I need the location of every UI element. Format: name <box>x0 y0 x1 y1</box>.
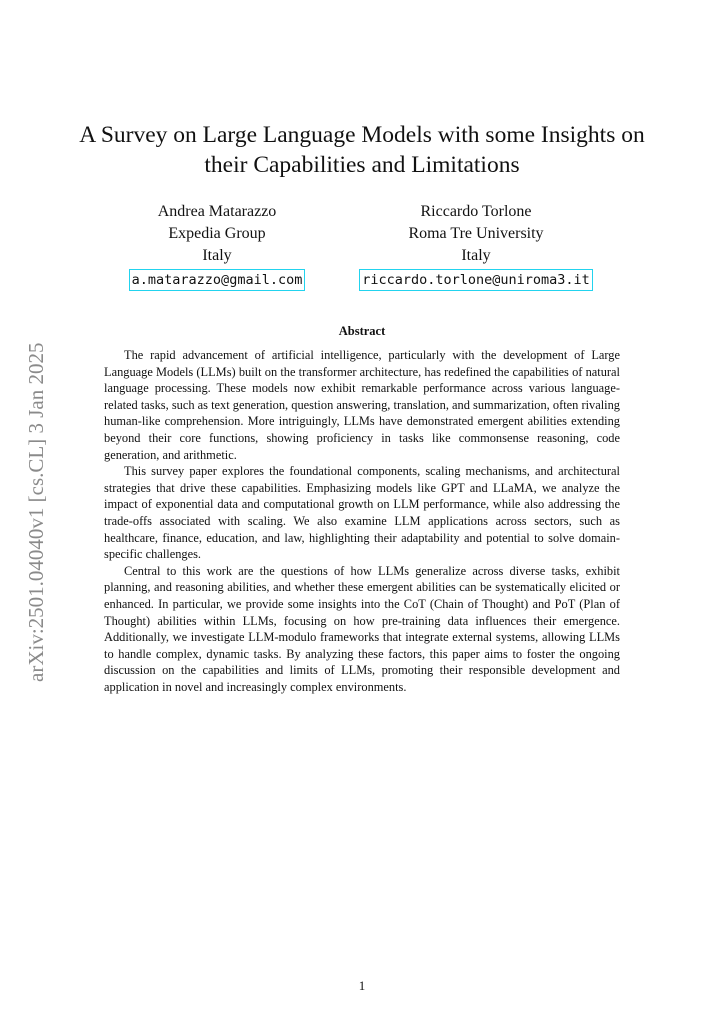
author-affiliation: Expedia Group <box>168 225 266 242</box>
author-block-matarazzo <box>114 201 320 291</box>
author-affiliation: Roma Tre University <box>408 225 544 242</box>
author-email-link[interactable]: a.matarazzo@gmail.com <box>129 269 306 291</box>
abstract-paragraph: Central to this work are the questions of how LLMs generalize across diverse tasks, exhibit planning, and reasoning abilities, and whether these emergent abilities can be systematically elicited or enhanced. In particular, we provide some insights into the CoT (Chain of Thought) and PoT (Plan of Thought) abilities within LLMs, focusing on how pre-training data influences their emergence. Additionally, we investigate LLM-modulo frameworks that integrate external systems, allowing LLMs to handle complex, dynamic tasks. By analyzing these factors, this paper aims to foster the ongoing discussion on the capabilities and limits of LLMs, promoting their responsible development and application in novel and increasingly complex environments. <box>104 563 620 694</box>
page-number: 1 <box>358 978 366 993</box>
author-country: Italy <box>202 247 232 264</box>
author-name: Andrea Matarazzo <box>157 203 277 220</box>
arxiv-identifier-stamp: arXiv:2501.04040v1 [cs.CL] 3 Jan 2025 <box>24 342 48 682</box>
abstract-paragraph: The rapid advancement of artificial intelligence, particularly with the development of Large Language Models (LLMs) built on the transformer architecture, has redefined the capabilities of natural language processing. These models now exhibit remarkable performance across various language-related tasks, such as text generation, question answering, translation, and summarization, often rivaling human-like comprehension. More intriguingly, LLMs have demonstrated emergent abilities extending beyond their core functions, showing proficiency in tasks like commonsense reasoning, code generation, and arithmetic. <box>104 348 620 462</box>
author-email-link[interactable]: riccardo.torlone@uniroma3.it <box>359 269 593 291</box>
author-name: Riccardo Torlone <box>420 203 532 220</box>
abstract-paragraph: This survey paper explores the foundational components, scaling mechanisms, and architectural strategies that drive these capabilities. Emphasizing models like GPT and LLaMA, we analyze the impact of exponential data and computational growth on LLM performance, while also addressing the trade-offs associated with scaling. We also examine LLM applications across sectors, such as healthcare, finance, education, and law, highlighting their adaptability and potential to solve domain-specific challenges. <box>104 464 620 562</box>
abstract-heading: Abstract <box>338 324 386 338</box>
paper-title: A Survey on Large Language Models with some Insights on their Capabilities and Limitations <box>79 122 645 178</box>
abstract-body <box>104 347 620 695</box>
author-country: Italy <box>461 247 491 264</box>
author-block-torlone <box>340 201 612 291</box>
